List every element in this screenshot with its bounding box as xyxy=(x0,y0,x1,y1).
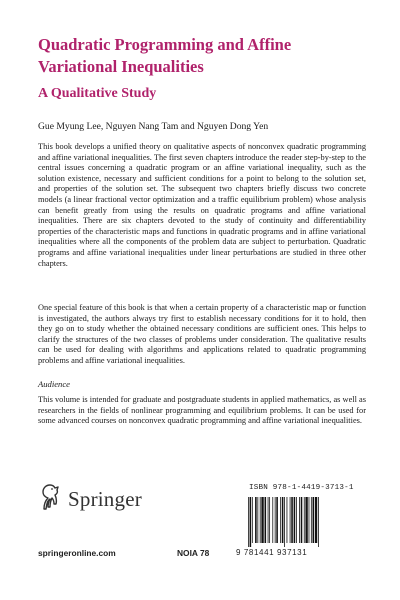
audience-heading: Audience xyxy=(38,379,70,389)
audience-paragraph: This volume is intended for graduate and postgraduate students in applied mathematics, as well as researchers in the fields of nonlinear programming and equilibrium problems. It can be used for some advanced courses on nonconvex quadratic programming and affine variational inequalities. xyxy=(38,395,366,426)
barcode-bar xyxy=(296,497,297,543)
barcode-bar xyxy=(275,497,276,543)
barcode xyxy=(248,497,366,547)
barcode-bar xyxy=(272,497,273,543)
barcode-bar xyxy=(311,497,312,543)
barcode-bar xyxy=(261,497,263,543)
barcode-bar xyxy=(255,497,257,543)
series-code: NOIA 78 xyxy=(177,548,210,558)
barcode-bar xyxy=(260,497,261,543)
barcode-bar xyxy=(265,497,267,543)
barcode-bar xyxy=(268,497,269,543)
barcode-bar xyxy=(294,497,296,543)
barcode-bar xyxy=(301,497,303,543)
barcode-bar xyxy=(284,497,285,547)
barcode-bar xyxy=(257,497,258,543)
barcode-bar xyxy=(290,497,291,543)
book-subtitle: A Qualitative Study xyxy=(38,86,157,101)
description-paragraph-1: This book develops a unified theory on qualitative aspects of nonconvex quadratic programming and affine variational inequalities. The first seven chapters introduce the reader step-by-step to the central issues concerning a quadratic program or an affine variational inequality, such as the solution existence, necessary and sufficient conditions for a point to belong to the solution set, and properties of the solution set. The subsequent two chapters briefly discuss two concrete models (a linear fractional vector optimization and a traffic equilibrium problem) whose analysis can benefit greatly from using the results on quadratic programs and affine variational inequalities. There are six chapters devoted to the study of continuity and differentiability properties of the characteristic maps and functions in quadratic programs and in affine variational inequalities where all the components of the problem data are subject to perturbation. Quadratic programs and affine variational inequalities under linear perturbations are studied in three other chapters. xyxy=(38,142,366,268)
barcode-bar xyxy=(291,497,293,543)
barcode-bar xyxy=(282,497,284,543)
barcode-bar xyxy=(299,497,300,543)
barcode-bar xyxy=(280,497,281,543)
barcode-bar xyxy=(248,497,249,547)
publisher-logo xyxy=(38,484,142,514)
barcode-bar xyxy=(250,497,252,547)
book-authors: Gue Myung Lee, Nguyen Nang Tam and Nguyen Dong Yen xyxy=(38,121,269,132)
publisher-url[interactable]: springeronline.com xyxy=(38,548,116,558)
barcode-bar xyxy=(276,497,278,543)
springer-horse-icon xyxy=(38,483,62,516)
description-paragraph-2: One special feature of this book is that when a certain property of a characteristic map or function is investigated, the authors always try first to establish necessary conditions for it to hold, then they go on to study whether the obtained necessary conditions are sufficient ones. This helps to clarify the structures of the two classes of problems under consideration. The qualitative results can be used for dealing with algorithms and applications related to quadratic programming problems and affine variational inequalities. xyxy=(38,303,366,365)
isbn-label: ISBN 978-1-4419-3713-1 xyxy=(249,484,354,492)
barcode-bar xyxy=(313,497,315,543)
barcode-bar xyxy=(309,497,310,543)
barcode-bar xyxy=(305,497,307,543)
barcode-bar xyxy=(269,497,270,543)
book-title: Quadratic Programming and Affine Variational Inequalities xyxy=(38,35,292,76)
barcode-bar xyxy=(315,497,317,543)
barcode-bar xyxy=(318,497,319,547)
barcode-bar xyxy=(252,497,253,543)
barcode-bar xyxy=(304,497,305,543)
publisher-name: Springer xyxy=(68,486,142,511)
barcode-bar xyxy=(287,497,288,543)
barcode-digits: 9 781441 937131 xyxy=(236,548,308,557)
